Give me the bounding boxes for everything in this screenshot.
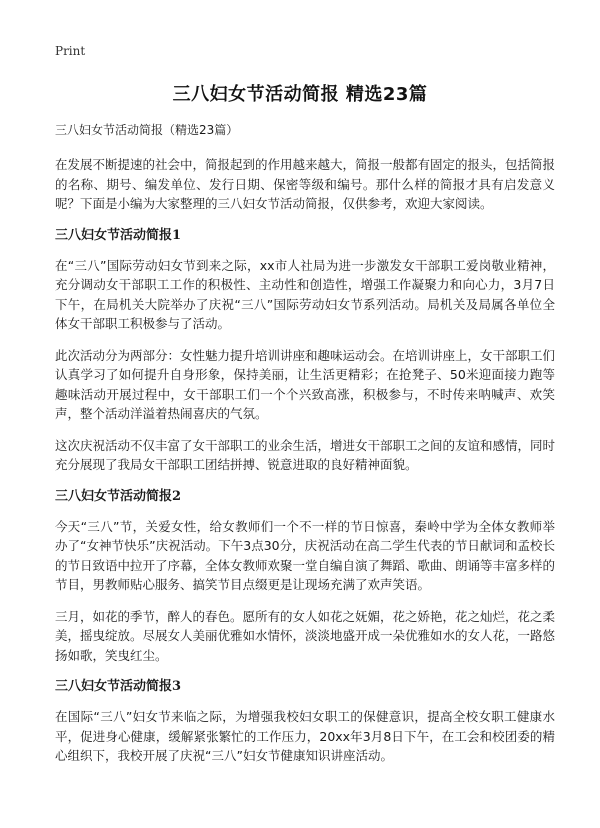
section-3-paragraph-1: 在国际“三八”妇女节来临之际，为增强我校妇女职工的保健意识，提高全校女职工健康水平，促进身心健康，缓解紧张繁忙的工作压力，20xx年3月8日下午，在工会和校团委的精心组织下，我校开展了庆祝“三八”妇女节健康知识讲座活动。	[55, 709, 555, 763]
section-2-paragraph-1: 今天“三八”节，关爱女性，给女教师们一个不一样的节日惊喜，秦岭中学为全体女教师举办了“女神节快乐”庆祝活动。下午3点30分，庆祝活动在高二学生代表的节日献词和孟校长的节日致语中拉开了序幕，全体女教师欢聚一堂自编自演了舞蹈、歌曲、朗诵等丰富多样的节目，男教师贴心服务、搞笑节目点缀更是让现场充满了欢声笑语。	[55, 518, 556, 592]
page-title: 三八妇女节活动简报 精选23篇	[172, 84, 428, 105]
section-heading-1: 三八妇女节活动简报1	[55, 227, 182, 243]
intro-paragraph: 在发展不断提速的社会中，简报起到的作用越来越大，简报一般都有固定的报头，包括简报的名称、期号、编发单位、发行日期、保密等级和编号。那什么样的简报才具有启发意义呢？下面是小编为大家整理的三八妇女节活动简报，仅供参考，欢迎大家阅读。	[55, 157, 556, 211]
section-heading-2: 三八妇女节活动简报2	[55, 488, 182, 504]
section-1-paragraph-1: 在“三八”国际劳动妇女节到来之际，xx市人社局为进一步激发女干部职工爱岗敬业精神，充分调动女干部职工工作的积极性、主动性和创造性，增强工作凝聚力和向心力，3月7日下午，在局机关大院举办了庆祝“三八”国际劳动妇女节系列活动。局机关及局属各单位全体女干部职工积极参与了活动。	[55, 257, 555, 331]
section-heading-3: 三八妇女节活动简报3	[55, 679, 182, 694]
document-body	[55, 121, 555, 778]
document-subtitle: 三八妇女节活动简报（精选23篇）	[55, 123, 239, 137]
section-1-paragraph-2: 此次活动分为两部分：女性魅力提升培训讲座和趣味运动会。在培训讲座上，女干部职工们认真学习了如何提升自身形象，保持美丽，让生活更精彩；在抢凳子、50米迎面接力跑等趣味活动开展过程中，女干部职工们一个个兴致高涨，积极参与，不时传来呐喊声、欢笑声，整个活动洋溢着热闹喜庆的气氛。	[55, 347, 556, 421]
section-2-paragraph-2: 三月，如花的季节，醉人的春色。愿所有的女人如花之妩媚，花之娇艳，花之灿烂，花之柔美，摇曳绽放。尽展女人美丽优雅如水情怀，淡淡地盛开成一朵优雅如水的女人花，一路悠扬如歌，笑曳红尘。	[55, 608, 556, 663]
section-1-paragraph-3: 这次庆祝活动不仅丰富了女干部职工的业余生活，增进女干部职工之间的友谊和感情，同时充分展现了我局女干部职工团结拼搏、锐意进取的良好精神面貌。	[55, 437, 556, 472]
print-label: Print	[55, 44, 86, 58]
